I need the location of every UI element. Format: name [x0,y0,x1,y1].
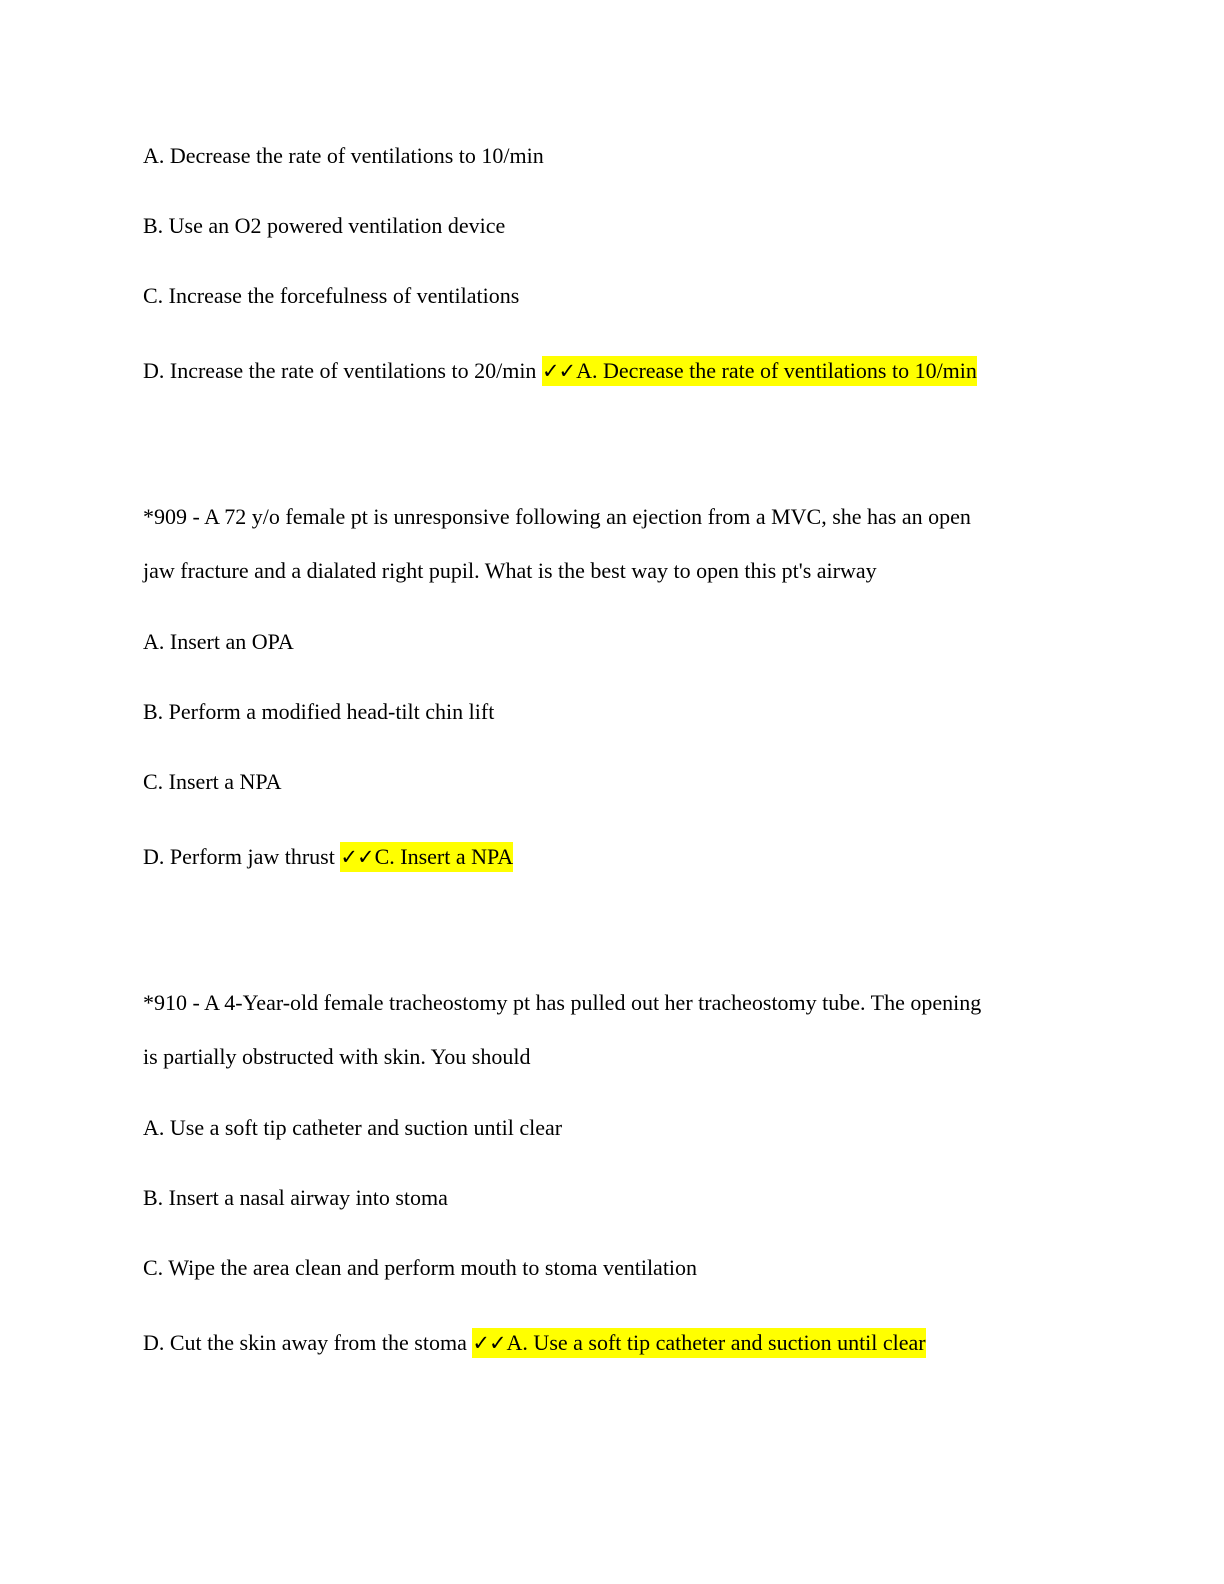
option-a: A. Decrease the rate of ventilations to 10/min [143,143,544,168]
question-910-answer-highlight [472,1328,925,1358]
answer-highlight [542,356,977,386]
question-909-option-d-with-answer [143,843,513,871]
question-909-option-c: C. Insert a NPA [143,769,282,794]
question-910-option-d: D. Cut the skin away from the stoma [143,1330,467,1355]
question-910-stem-line1: *910 - A 4-Year-old female tracheostomy pt has pulled out her tracheostomy tube. The opening [143,990,982,1015]
answer-text: A. Decrease the rate of ventilations to 10/min [576,358,977,383]
question-909-option-b: B. Perform a modified head-tilt chin lift [143,699,495,724]
option-b: B. Use an O2 powered ventilation device [143,213,506,238]
question-910-stem-line2: is partially obstructed with skin. You should [143,1044,531,1069]
question-910-option-c: C. Wipe the area clean and perform mouth to stoma ventilation [143,1255,698,1280]
question-910-option-a: A. Use a soft tip catheter and suction until clear [143,1115,563,1140]
question-910-answer-text: A. Use a soft tip catheter and suction until clear [506,1330,926,1355]
question-909-option-a: A. Insert an OPA [143,629,294,654]
option-d-with-answer [143,357,977,385]
question-909-option-d: D. Perform jaw thrust [143,844,335,869]
question-909-answer-text: C. Insert a NPA [374,844,514,869]
question-909-stem-line1: *909 - A 72 y/o female pt is unresponsive following an ejection from a MVC, she has an open [143,504,971,529]
question-909-stem-line2: jaw fracture and a dialated right pupil. What is the best way to open this pt's airway [143,558,877,583]
double-check-icon: ✓✓ [541,359,576,383]
double-check-icon: ✓✓ [472,1331,506,1355]
option-d: D. Increase the rate of ventilations to 20/min [143,358,537,383]
question-909-answer-highlight [340,842,513,872]
question-910-option-b: B. Insert a nasal airway into stoma [143,1185,448,1210]
question-910-option-d-with-answer [143,1329,926,1357]
option-c: C. Increase the forcefulness of ventilations [143,283,520,308]
double-check-icon: ✓✓ [340,845,374,869]
